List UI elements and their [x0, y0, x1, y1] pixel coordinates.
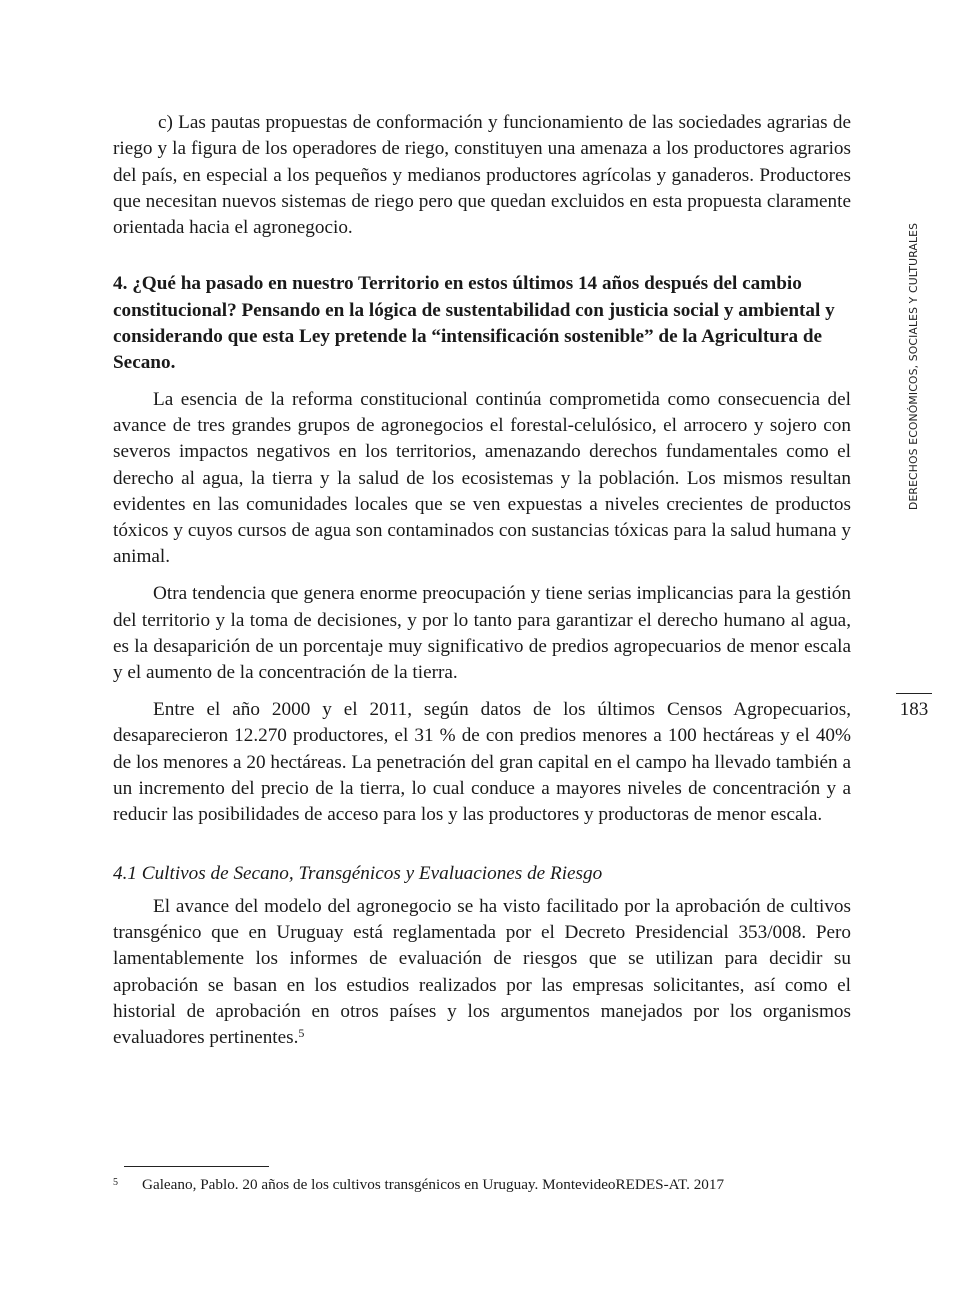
main-text-column — [113, 110, 851, 1052]
subsection-4-1-paragraph — [113, 894, 851, 1052]
footnote-text: Galeano, Pablo. 20 años de los cultivos transgénicos en Uruguay. MontevideoREDES-AT. 2017 — [142, 1176, 725, 1193]
footnote-reference[interactable]: 5 — [298, 1026, 305, 1041]
section-4-paragraph-2: Otra tendencia que genera enorme preocupación y tiene serias implicancias para la gestión del territorio y la toma de decisiones, y por lo tanto para garantizar el derecho humano al agua, es la desaparición de un porcentaje muy significativo de predios agropecuarios de menor escala y el aumento de la concentración de la tierra. — [113, 583, 851, 684]
section-4-paragraph-1: La esencia de la reforma constitucional continúa comprometida como consecuencia del avance de tres grandes grupos de agronegocios el forestal-celulósico, el arrocero y sojero con severos impactos negativos en los territorios, amenazando derechos fundamentales como el derecho al agua, la tierra y la salud de los ecosistemas y la población. Los mismos resultan evidentes en las comunidades locales que se ven expuestas a niveles crecientes de productos tóxicos y cuyos cursos de agua son contaminados con sustancias tóxicas para la salud humana y animal. — [113, 388, 851, 568]
footnote: 5 Galeano, Pablo. 20 años de los cultivos transgénicos en Uruguay. MontevideoREDES-AT. 2017 — [113, 1176, 725, 1193]
subsection-4-1-heading: 4.1 Cultivos de Secano, Transgénicos y Evaluaciones de Riesgo — [113, 863, 603, 885]
page-number: 183 — [899, 699, 929, 720]
running-head: DERECHOS ECONÓMICOS, SOCIALES Y CULTURALES — [907, 222, 920, 510]
subsection-paragraph-text: El avance del modelo del agronegocio se ha visto facilitado por la aprobación de cultivos transgénico que en Uruguay está reglamentada por el Decreto Presidencial 353/008. Pero lamentablemente los informes de evaluación de riesgos que se utilizan para decidir su aprobación se basan en los estudios realizados por las empresas solicitantes, así como el historial de aprobación en otros países y los argumentos manejados por los organismos evaluadores pertinentes. — [113, 895, 851, 1049]
paragraph-c: c) Las pautas propuestas de conformación y funcionamiento de las sociedades agrarias de riego y la figura de los operadores de riego, constituyen una amenaza a los productores agrarios del país, en especial a los pequeños y medianos productores agrícolas y ganaderos. Productores que necesitan nuevos sistemas de riego pero que quedan excluidos en esta propuesta claramente orientada hacia el agronegocio. — [113, 112, 851, 239]
section-4-paragraph-3: Entre el año 2000 y el 2011, según datos de los últimos Censos Agropecuarios, desaparecieron 12.270 productores, el 31 % de con predios menores a 100 hectáreas y el 40% de los menores a 20 hectáreas. La penetración del gran capital en el campo ha llevado también a un incremento del precio de la tierra, lo cual conduce a mayores niveles de concentración y a reducir las posibilidades de acceso para los y las productores y productoras de menor escala. — [113, 698, 851, 826]
footnote-separator — [124, 1166, 269, 1167]
page-number-rule — [896, 693, 932, 694]
section-4-heading: 4. ¿Qué ha pasado en nuestro Territorio en estos últimos 14 años después del cambio constitucional? Pensando en la lógica de sustentabilidad con justicia social y ambiental y considerando que esta Ley pretende la “intensificación sostenible” de la Agricultura de Secano. — [113, 273, 835, 374]
